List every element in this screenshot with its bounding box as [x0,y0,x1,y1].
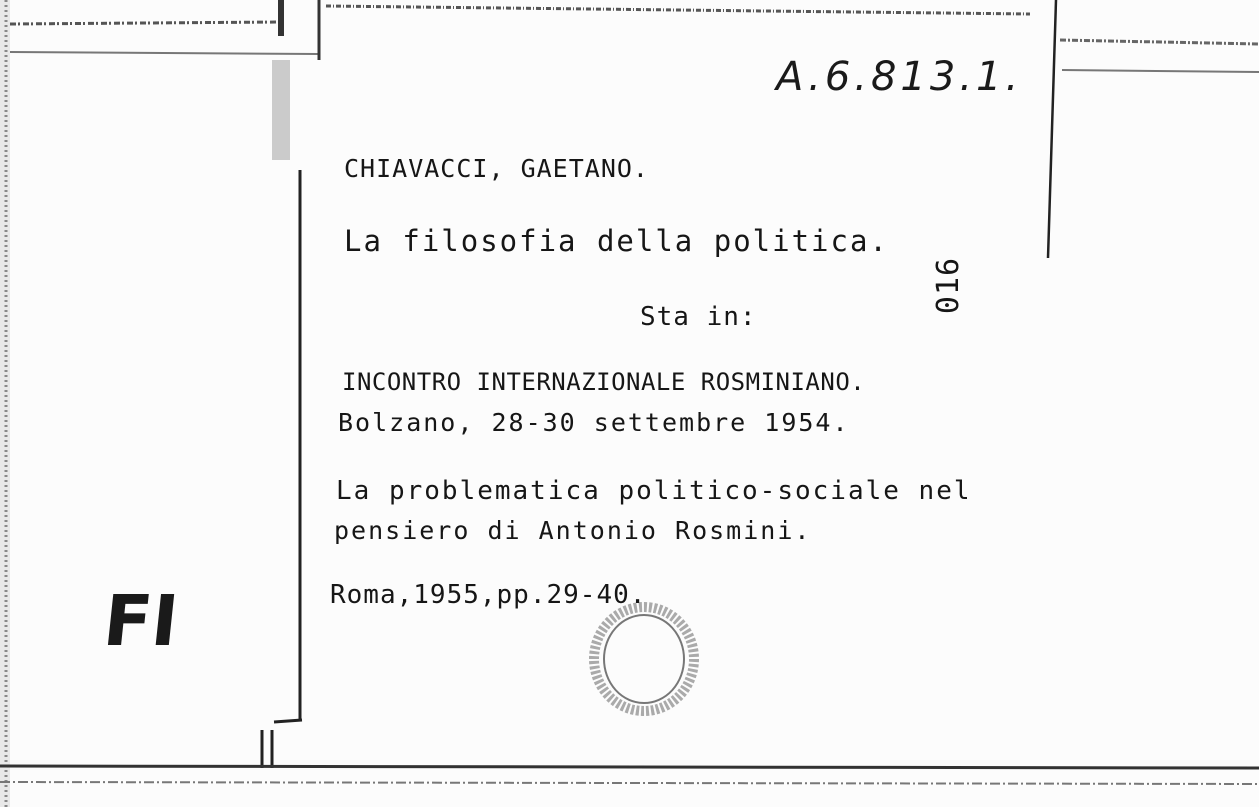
author-heading: CHIAVACCI, GAETANO. [344,154,649,183]
left-card-mark: FI [99,580,183,662]
in-label: Sta in: [640,302,757,332]
side-number: 016 [931,256,967,315]
series-line2: pensiero di Antonio Rosmini. [334,516,812,545]
work-title: La filosofia della politica. [344,224,889,258]
shelfmark: A.6.813.1. [776,54,1023,100]
host-title-line2: Bolzano, 28-30 settembre 1954. [338,408,850,437]
series-line1: La problematica politico-sociale nel [336,476,972,506]
imprint: Roma,1955,pp.29-40. [330,580,647,610]
host-title-line1: INCONTRO INTERNAZIONALE ROSMINIANO. [342,368,866,396]
